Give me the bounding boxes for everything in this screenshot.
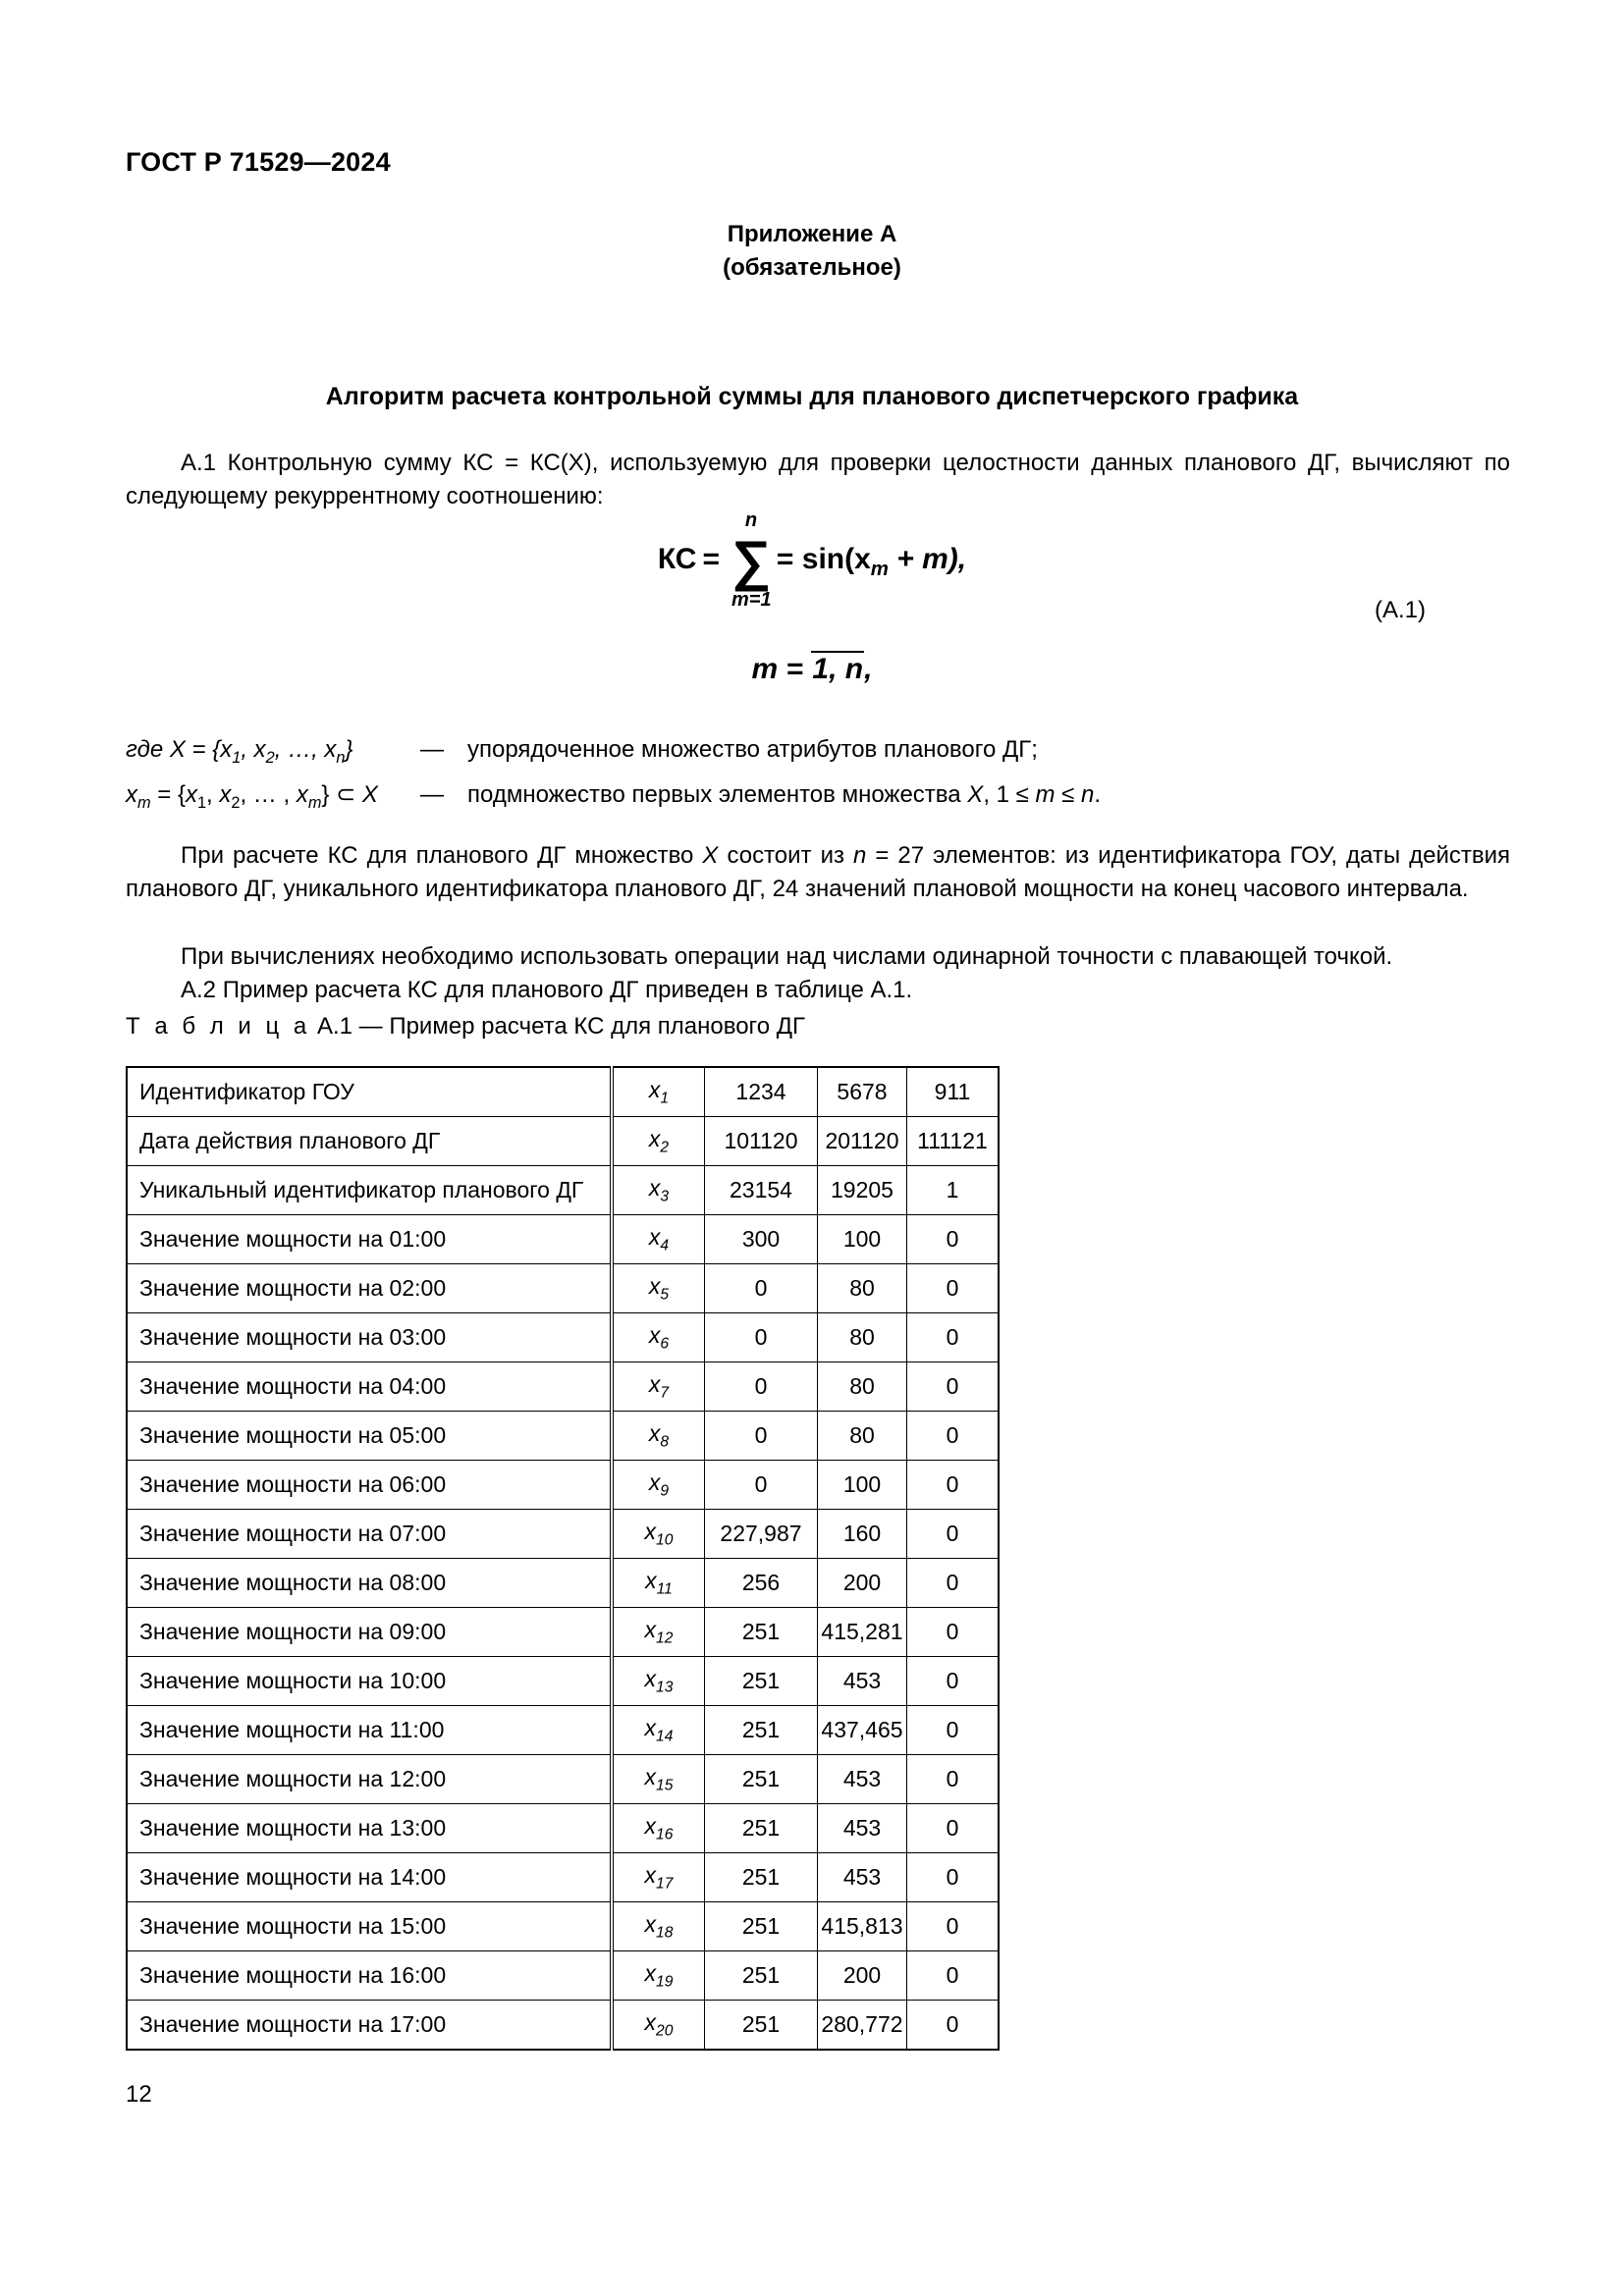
table-caption-word: Т а б л и ц а — [126, 1013, 311, 1040]
table-cell-value-2: 80 — [818, 1313, 907, 1362]
symbol-index: 19 — [656, 1973, 674, 1991]
table-cell-symbol — [612, 1510, 705, 1559]
table-cell-value-1: 300 — [705, 1215, 818, 1264]
table-cell-label: Значение мощности на 07:00 — [127, 1510, 612, 1559]
symbol-base: x — [644, 1763, 657, 1789]
where-dash-1: — — [420, 736, 444, 763]
table-cell-value-2: 453 — [818, 1853, 907, 1902]
table-cell-value-1: 0 — [705, 1313, 818, 1362]
table-cell-label: Значение мощности на 03:00 — [127, 1313, 612, 1362]
table-cell-label: Дата действия планового ДГ — [127, 1117, 612, 1166]
table-cell-value-3: 0 — [907, 1559, 1000, 1608]
table-cell-label: Значение мощности на 17:00 — [127, 2001, 612, 2051]
symbol-base: x — [644, 1910, 657, 1937]
table-cell-value-1: 251 — [705, 1902, 818, 1951]
paragraph-set-description: При расчете КС для планового ДГ множество X состоит из n = 27 элементов: из идентификатора ГОУ, даты действия планового ДГ, уникального идентификатора планового ДГ, 24 значений плановой мощности на конец часового интервала. — [126, 842, 1511, 902]
where-row — [126, 776, 1510, 822]
table-cell-value-3: 1 — [907, 1166, 1000, 1215]
table-cell-value-1: 0 — [705, 1412, 818, 1461]
table-row — [127, 1755, 999, 1804]
table-cell-label: Значение мощности на 08:00 — [127, 1559, 612, 1608]
appendix-heading — [0, 218, 1624, 285]
page-header-standard-id: ГОСТ Р 71529—2024 — [126, 147, 391, 177]
table-cell-symbol — [612, 1706, 705, 1755]
symbol-index: 20 — [656, 2022, 674, 2040]
table-cell-value-3: 0 — [907, 1706, 1000, 1755]
table-row — [127, 1313, 999, 1362]
table-row — [127, 1166, 999, 1215]
symbol-base: x — [644, 1714, 657, 1740]
table-cell-symbol — [612, 1264, 705, 1313]
sigma-icon: ∑ — [731, 529, 771, 591]
table-cell-value-3: 0 — [907, 1853, 1000, 1902]
symbol-base: x — [644, 1959, 657, 1986]
table-cell-symbol — [612, 1067, 705, 1117]
where-definitions — [126, 731, 1510, 822]
table-row — [127, 1853, 999, 1902]
table-row — [127, 1608, 999, 1657]
summation-operator — [731, 509, 772, 611]
paragraph-a1: А.1 Контрольную сумму КС = КС(X), используемую для проверки целостности данных планового ДГ, вычисляют по следующему рекуррентному соотношению: — [126, 450, 1510, 509]
table-cell-value-3: 111121 — [907, 1117, 1000, 1166]
table-cell-value-1: 0 — [705, 1264, 818, 1313]
table-cell-label: Значение мощности на 06:00 — [127, 1461, 612, 1510]
table-cell-symbol — [612, 1117, 705, 1166]
symbol-index: 18 — [656, 1924, 674, 1942]
table-cell-value-1: 23154 — [705, 1166, 818, 1215]
table-cell-value-1: 251 — [705, 1951, 818, 2001]
table-cell-label: Идентификатор ГОУ — [127, 1067, 612, 1117]
formula-m-range-overline: 1, n — [812, 653, 864, 685]
table-cell-value-2: 5678 — [818, 1067, 907, 1117]
symbol-index: 16 — [656, 1826, 674, 1843]
symbol-index: 2 — [660, 1139, 670, 1156]
table-cell-value-2: 80 — [818, 1264, 907, 1313]
table-row — [127, 1706, 999, 1755]
symbol-base: x — [648, 1223, 661, 1250]
table-row — [127, 1510, 999, 1559]
appendix-obligatory-label: (обязательное) — [723, 254, 901, 281]
table-cell-value-3: 0 — [907, 1412, 1000, 1461]
table-cell-value-3: 0 — [907, 2001, 1000, 2051]
formula-rhs-head: = sin(x — [776, 542, 871, 575]
where-row — [126, 731, 1510, 776]
page-number: 12 — [126, 2081, 152, 2108]
table-cell-value-3: 0 — [907, 1510, 1000, 1559]
table-cell-value-3: 0 — [907, 1608, 1000, 1657]
where-symbol-2: $x_m = \{x_1$, $x_2$, … , $x_m$} ⊂ X — [126, 780, 378, 812]
table-cell-label: Значение мощности на 09:00 — [127, 1608, 612, 1657]
symbol-base: x — [644, 1518, 657, 1544]
symbol-base: x — [645, 1567, 657, 1593]
table-row — [127, 1412, 999, 1461]
table-cell-value-1: 251 — [705, 1853, 818, 1902]
table-caption — [126, 1013, 805, 1041]
table-cell-symbol — [612, 2001, 705, 2051]
table-cell-label: Значение мощности на 10:00 — [127, 1657, 612, 1706]
table-row — [127, 1804, 999, 1853]
table-cell-symbol — [612, 1461, 705, 1510]
example-calculation-table — [126, 1066, 1000, 2051]
table-cell-label: Значение мощности на 13:00 — [127, 1804, 612, 1853]
table-row — [127, 1117, 999, 1166]
symbol-base: x — [648, 1125, 661, 1151]
formula-rhs — [776, 542, 967, 580]
symbol-index: 4 — [660, 1237, 670, 1255]
table-cell-label: Значение мощности на 11:00 — [127, 1706, 612, 1755]
symbol-base: x — [644, 1861, 657, 1888]
table-cell-value-2: 80 — [818, 1362, 907, 1412]
table-cell-value-2: 201120 — [818, 1117, 907, 1166]
table-cell-symbol — [612, 1657, 705, 1706]
symbol-index: 1 — [660, 1090, 670, 1107]
table-cell-value-3: 0 — [907, 1951, 1000, 2001]
table-caption-dash: — — [358, 1013, 383, 1040]
table-cell-value-3: 0 — [907, 1264, 1000, 1313]
symbol-base: x — [648, 1419, 661, 1446]
table-cell-value-2: 415,281 — [818, 1608, 907, 1657]
symbol-base: x — [644, 2008, 657, 2035]
symbol-index: 17 — [656, 1875, 674, 1893]
table-cell-value-2: 453 — [818, 1755, 907, 1804]
table-cell-label: Уникальный идентификатор планового ДГ — [127, 1166, 612, 1215]
symbol-index: 6 — [660, 1335, 670, 1353]
table-cell-value-3: 0 — [907, 1804, 1000, 1853]
symbol-index: 9 — [660, 1482, 670, 1500]
table-cell-value-2: 100 — [818, 1215, 907, 1264]
table-cell-value-2: 19205 — [818, 1166, 907, 1215]
symbol-index: 8 — [660, 1433, 670, 1451]
table-cell-value-2: 80 — [818, 1412, 907, 1461]
table-row — [127, 1951, 999, 2001]
symbol-index: 11 — [656, 1580, 673, 1598]
table-cell-symbol — [612, 1412, 705, 1461]
table-cell-value-2: 280,772 — [818, 2001, 907, 2051]
symbol-base: x — [648, 1076, 661, 1102]
table-cell-value-1: 0 — [705, 1362, 818, 1412]
table-cell-value-1: 251 — [705, 1608, 818, 1657]
table-cell-value-1: 251 — [705, 2001, 818, 2051]
formula-a1 — [0, 509, 1624, 721]
table-cell-value-1: 227,987 — [705, 1510, 818, 1559]
symbol-index: 5 — [660, 1286, 670, 1304]
table-cell-value-2: 100 — [818, 1461, 907, 1510]
table-cell-label: Значение мощности на 14:00 — [127, 1853, 612, 1902]
symbol-base: x — [644, 1616, 657, 1642]
table-cell-symbol — [612, 1362, 705, 1412]
table-row — [127, 1362, 999, 1412]
symbol-index: 3 — [660, 1188, 670, 1205]
table-cell-label: Значение мощности на 15:00 — [127, 1902, 612, 1951]
symbol-index: 10 — [656, 1531, 674, 1549]
symbol-base: x — [644, 1665, 657, 1691]
formula-rhs-tail: + m), — [888, 542, 967, 575]
table-cell-symbol — [612, 1215, 705, 1264]
table-cell-symbol — [612, 1559, 705, 1608]
table-caption-text: Пример расчета КС для планового ДГ — [389, 1013, 806, 1040]
table-row — [127, 1461, 999, 1510]
table-cell-value-3: 0 — [907, 1902, 1000, 1951]
where-symbol-1: где $X = \{x_1$, $x_2$, …, $x_n$} — [126, 736, 353, 767]
formula-m-range-lhs: m = — [751, 653, 812, 685]
symbol-base: x — [648, 1272, 661, 1299]
table-cell-value-3: 0 — [907, 1362, 1000, 1412]
formula-line-2 — [0, 651, 1624, 686]
table-cell-value-3: 0 — [907, 1461, 1000, 1510]
symbol-index: 14 — [656, 1728, 674, 1745]
symbol-base: x — [644, 1812, 657, 1839]
table-cell-value-3: 0 — [907, 1657, 1000, 1706]
symbol-index: 13 — [656, 1679, 674, 1696]
equation-number: (A.1) — [1375, 597, 1427, 623]
formula-m-range-comma: , — [864, 653, 873, 685]
table-cell-value-2: 200 — [818, 1559, 907, 1608]
table-row — [127, 2001, 999, 2051]
formula-equals-1: = — [702, 542, 720, 575]
table-row — [127, 1264, 999, 1313]
summation-lower-limit: m=1 — [731, 589, 772, 611]
where-dash-2: — — [420, 780, 444, 808]
summation-upper-limit: n — [744, 509, 758, 531]
table-cell-symbol — [612, 1608, 705, 1657]
table-cell-symbol — [612, 1951, 705, 2001]
table-cell-label: Значение мощности на 12:00 — [127, 1755, 612, 1804]
table-row — [127, 1657, 999, 1706]
table-cell-value-2: 453 — [818, 1657, 907, 1706]
table-cell-value-1: 256 — [705, 1559, 818, 1608]
table-cell-label: Значение мощности на 05:00 — [127, 1412, 612, 1461]
table-cell-value-1: 251 — [705, 1755, 818, 1804]
table-cell-label: Значение мощности на 16:00 — [127, 1951, 612, 2001]
table-cell-value-3: 0 — [907, 1755, 1000, 1804]
symbol-base: x — [648, 1174, 661, 1201]
table-cell-value-2: 453 — [818, 1804, 907, 1853]
table-cell-label: Значение мощности на 02:00 — [127, 1264, 612, 1313]
formula-rhs-subscript: m — [870, 558, 889, 580]
table-row — [127, 1902, 999, 1951]
where-definition-2: подмножество первых элементов множества X, 1 ≤ m ≤ n. — [467, 780, 1102, 808]
table-cell-symbol — [612, 1313, 705, 1362]
symbol-base: x — [648, 1468, 661, 1495]
paragraph-a2: А.2 Пример расчета КС для планового ДГ приведен в таблице А.1. — [181, 977, 913, 1003]
symbol-index: 12 — [656, 1629, 674, 1647]
table-cell-value-1: 0 — [705, 1461, 818, 1510]
table-cell-symbol — [612, 1902, 705, 1951]
table-cell-label: Значение мощности на 04:00 — [127, 1362, 612, 1412]
table-cell-symbol — [612, 1853, 705, 1902]
where-definition-1: упорядоченное множество атрибутов планового ДГ; — [467, 736, 1038, 763]
symbol-index: 15 — [656, 1777, 674, 1794]
symbol-base: x — [648, 1321, 661, 1348]
table-cell-value-3: 911 — [907, 1067, 1000, 1117]
table-cell-value-1: 251 — [705, 1706, 818, 1755]
table-cell-label: Значение мощности на 01:00 — [127, 1215, 612, 1264]
table-cell-value-2: 160 — [818, 1510, 907, 1559]
table-cell-value-1: 251 — [705, 1804, 818, 1853]
symbol-index: 7 — [660, 1384, 670, 1402]
table-cell-value-1: 101120 — [705, 1117, 818, 1166]
table-cell-symbol — [612, 1755, 705, 1804]
table-row — [127, 1559, 999, 1608]
table-cell-value-2: 415,813 — [818, 1902, 907, 1951]
table-cell-symbol — [612, 1804, 705, 1853]
table-cell-value-1: 251 — [705, 1657, 818, 1706]
appendix-label: Приложение А — [727, 221, 897, 247]
table-cell-value-2: 437,465 — [818, 1706, 907, 1755]
table-cell-symbol — [612, 1166, 705, 1215]
table-row — [127, 1215, 999, 1264]
table-row — [127, 1067, 999, 1117]
table-caption-number: А.1 — [316, 1013, 352, 1040]
symbol-base: x — [648, 1370, 661, 1397]
table-cell-value-1: 1234 — [705, 1067, 818, 1117]
table-cell-value-3: 0 — [907, 1215, 1000, 1264]
table-cell-value-3: 0 — [907, 1313, 1000, 1362]
page-title: Алгоритм расчета контрольной суммы для планового диспетчерского графика — [325, 383, 1299, 410]
formula-lhs: КС — [657, 542, 697, 575]
paragraph-precision: При вычислениях необходимо использовать операции над числами одинарной точности с плавающей точкой. — [181, 943, 1393, 970]
table-cell-value-2: 200 — [818, 1951, 907, 2001]
